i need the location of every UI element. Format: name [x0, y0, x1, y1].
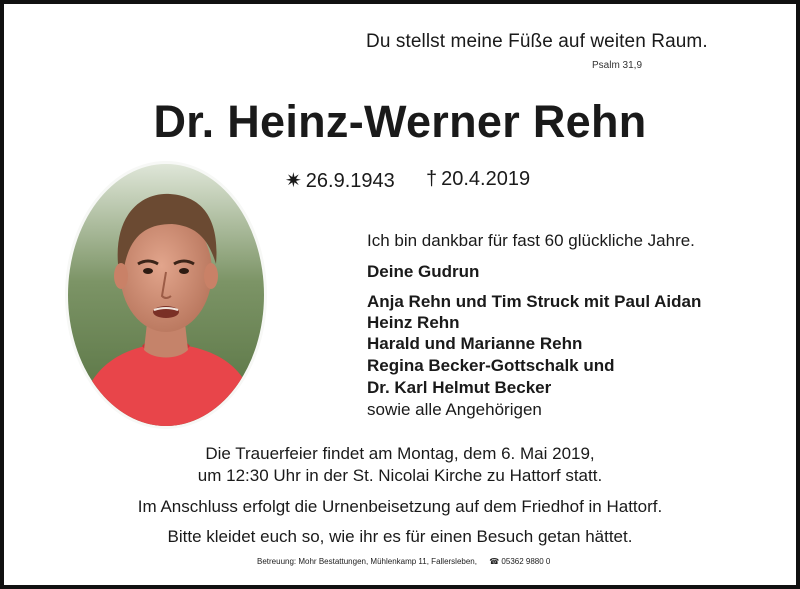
psalm-reference: Psalm 31,9	[592, 60, 643, 71]
death-date-value: 20.4.2019	[441, 168, 531, 190]
death-date	[426, 168, 530, 191]
phone-icon: ☎	[489, 557, 500, 566]
service-line: Die Trauerfeier findet am Montag, dem 6. Mai 2019,	[205, 444, 595, 463]
portrait-frame	[68, 164, 264, 426]
phone-number: 05362 9880 0	[501, 557, 551, 566]
family-member: Regina Becker-Gottschalk und	[367, 356, 615, 375]
star-icon: ✷	[285, 170, 302, 192]
dress-line: Bitte kleidet euch so, wie ihr es für einen Besuch getan hättet.	[167, 527, 633, 546]
family-member: Heinz Rehn	[367, 313, 460, 332]
spouse-name: Deine Gudrun	[367, 262, 480, 281]
family-member: Dr. Karl Helmut Becker	[367, 378, 552, 397]
portrait-photo	[68, 164, 264, 426]
cross-icon: †	[426, 168, 438, 190]
deceased-name: Dr. Heinz-Werner Rehn	[153, 96, 647, 147]
funeral-home-text: Betreuung: Mohr Bestattungen, Mühlenkamp 11, Fallersleben,	[257, 557, 477, 566]
burial-line: Im Anschluss erfolgt die Urnenbeisetzung auf dem Friedhof in Hattorf.	[137, 497, 663, 516]
birth-date	[285, 168, 395, 193]
family-member: Anja Rehn und Tim Struck mit Paul Aidan	[367, 292, 702, 311]
funeral-home-info	[257, 557, 550, 566]
service-line: um 12:30 Uhr in der St. Nicolai Kirche zu Hattorf statt.	[197, 466, 603, 485]
message-line: Ich bin dankbar für fast 60 glückliche Jahre.	[367, 231, 695, 250]
family-member: Harald und Marianne Rehn	[367, 334, 583, 353]
motto-verse: Du stellst meine Füße auf weiten Raum.	[366, 31, 708, 52]
relatives-line: sowie alle Angehörigen	[367, 400, 542, 419]
birth-date-value: 26.9.1943	[305, 170, 395, 192]
